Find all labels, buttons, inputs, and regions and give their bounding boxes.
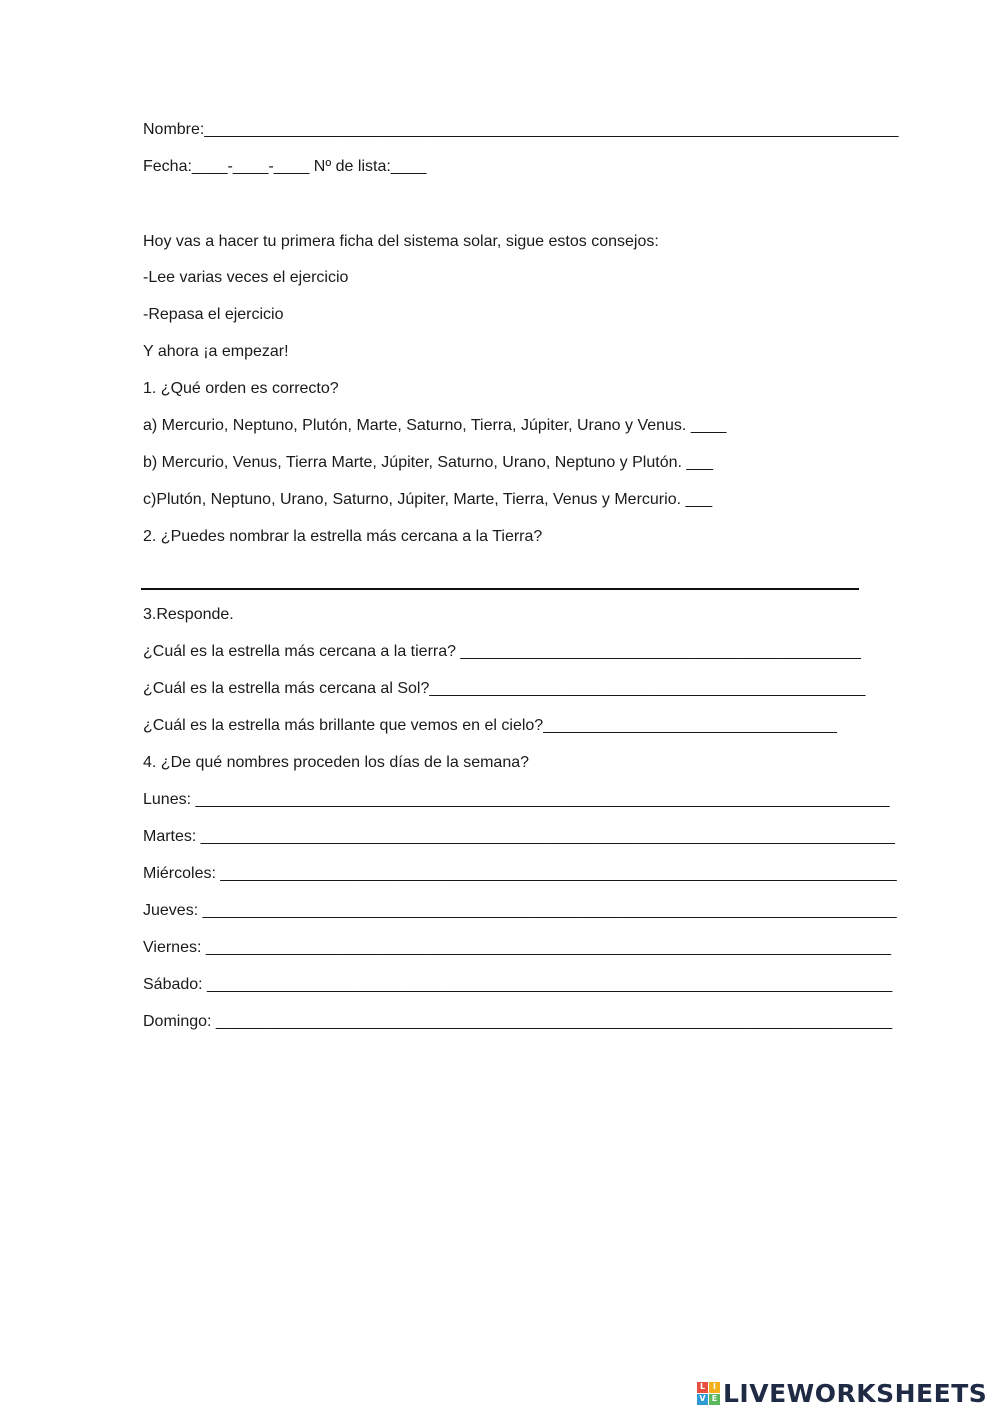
day-field-domingo[interactable]: Domingo: ____________________________________________________________________________ (143, 1013, 893, 1030)
day-field-jueves[interactable]: Jueves: ______________________________________________________________________________ (143, 902, 897, 919)
day-field-sabado[interactable]: Sábado: _____________________________________________________________________________ (143, 976, 893, 993)
question-1: 1. ¿Qué orden es correcto? (143, 380, 339, 397)
date-list-field[interactable]: Fecha:____-____-____ Nº de lista:____ (143, 158, 427, 175)
day-field-miercoles[interactable]: Miércoles: ____________________________________________________________________________ (143, 865, 897, 882)
intro-text: Hoy vas a hacer tu primera ficha del sistema solar, sigue estos consejos: (143, 233, 659, 250)
logo-tile: V (697, 1394, 708, 1405)
q1-option-a[interactable]: a) Mercurio, Neptuno, Plutón, Marte, Saturno, Tierra, Júpiter, Urano y Venus. ____ (143, 417, 727, 434)
liveworksheets-logo-icon (697, 1382, 720, 1405)
q3-item[interactable]: ¿Cuál es la estrella más brillante que vemos en el cielo?_________________________________ (143, 717, 837, 734)
q1-option-c[interactable]: c)Plutón, Neptuno, Urano, Saturno, Júpiter, Marte, Tierra, Venus y Mercurio. ___ (143, 491, 713, 508)
day-field-lunes[interactable]: Lunes: ______________________________________________________________________________ (143, 791, 890, 808)
logo-tile: I (709, 1382, 720, 1393)
question-3-title: 3.Responde. (143, 606, 234, 623)
q1-option-b[interactable]: b) Mercurio, Venus, Tierra Marte, Júpiter, Saturno, Urano, Neptuno y Plutón. ___ (143, 454, 714, 471)
day-field-viernes[interactable]: Viernes: _____________________________________________________________________________ (143, 939, 892, 956)
name-field[interactable]: Nombre:______________________________________________________________________________ (143, 121, 899, 138)
brand-name: LIVEWORKSHEETS (723, 1378, 988, 1408)
q3-item[interactable]: ¿Cuál es la estrella más cercana a la tierra? _____________________________________________ (143, 643, 861, 660)
tip-item: -Repasa el ejercicio (143, 306, 284, 323)
q2-answer-line[interactable] (141, 588, 859, 590)
liveworksheets-watermark (697, 1377, 987, 1409)
day-field-martes[interactable]: Martes: ______________________________________________________________________________ (143, 828, 895, 845)
logo-tile: L (697, 1382, 708, 1393)
question-4: 4. ¿De qué nombres proceden los días de la semana? (143, 754, 530, 771)
question-2: 2. ¿Puedes nombrar la estrella más cercana a la Tierra? (143, 528, 543, 545)
logo-tile: E (709, 1394, 720, 1405)
start-text: Y ahora ¡a empezar! (143, 343, 289, 360)
tip-item: -Lee varias veces el ejercicio (143, 269, 349, 286)
q3-item[interactable]: ¿Cuál es la estrella más cercana al Sol?_________________________________________________ (143, 680, 866, 697)
